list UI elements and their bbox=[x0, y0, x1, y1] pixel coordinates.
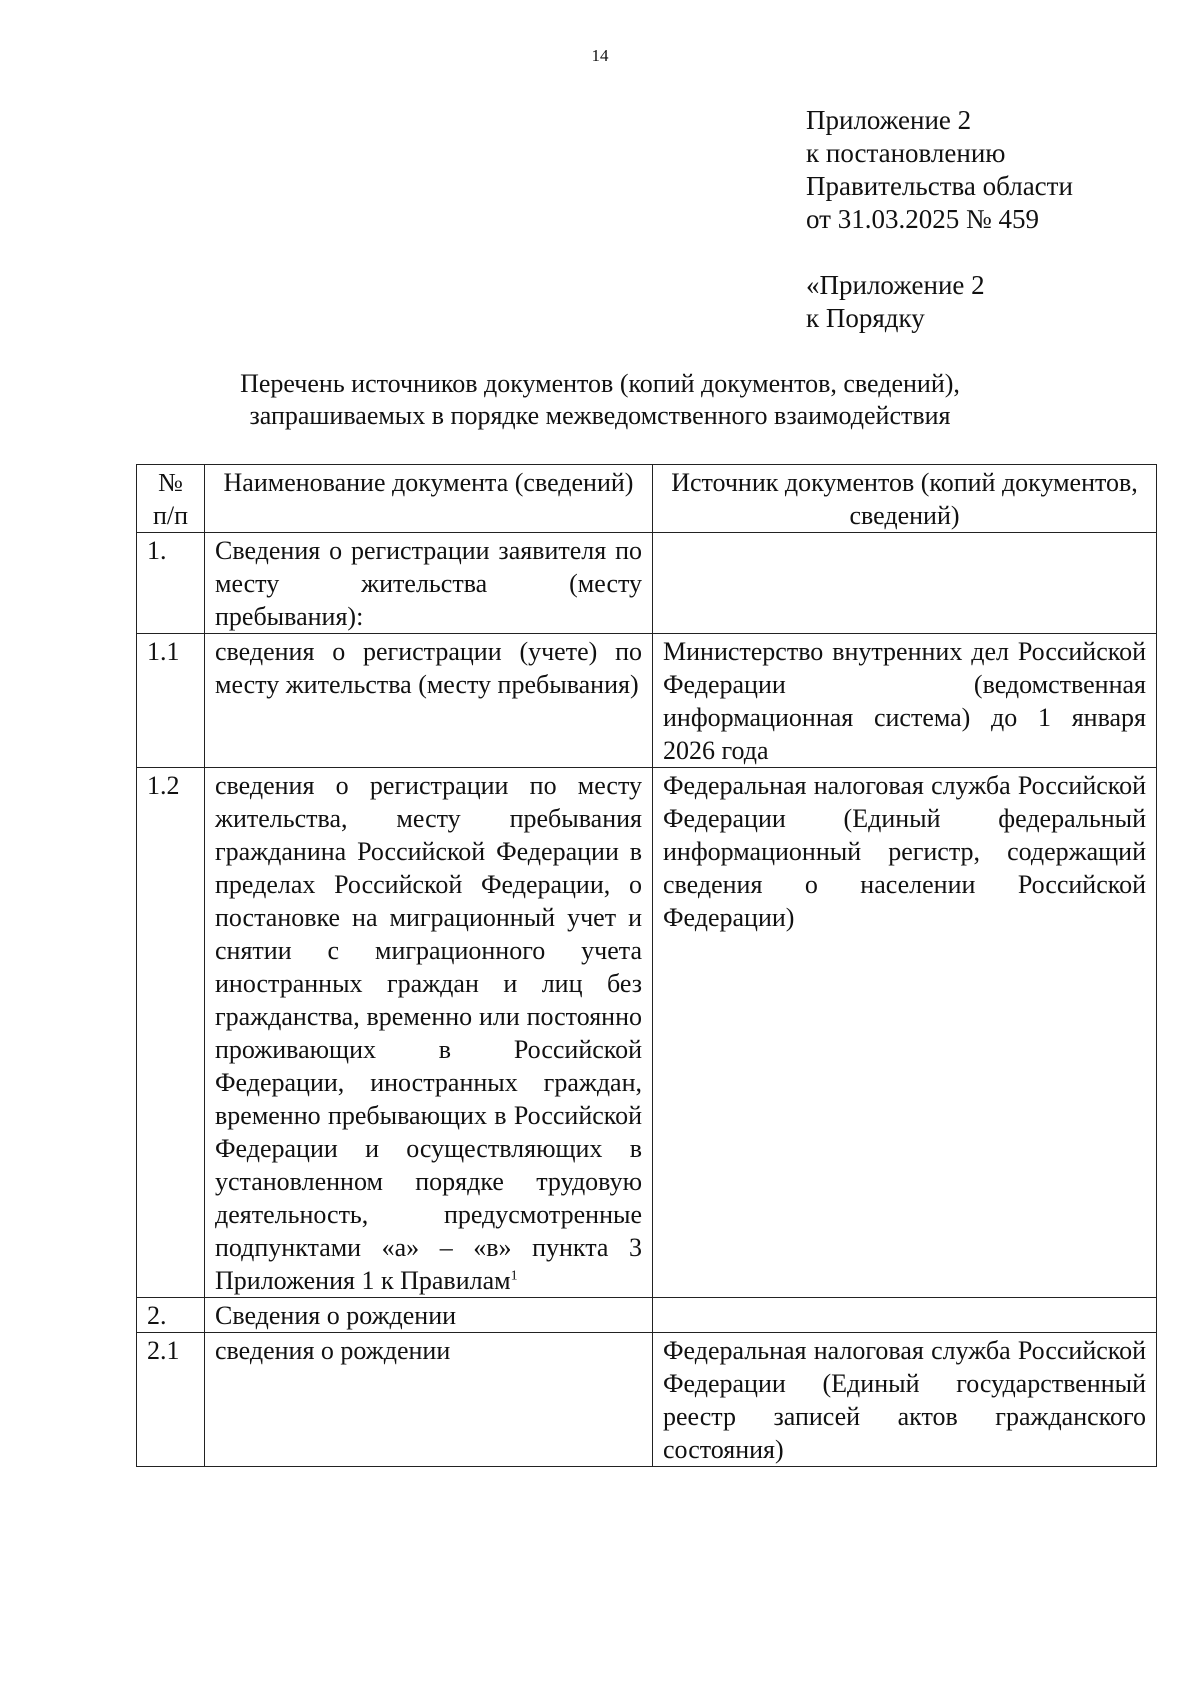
table-row bbox=[137, 1298, 1157, 1333]
title-line-1: Перечень источников документов (копий документов, сведений), bbox=[240, 369, 960, 398]
table-row bbox=[137, 533, 1157, 634]
table-row bbox=[137, 768, 1157, 1298]
row-num: 2. bbox=[137, 1298, 205, 1333]
header-line: к Порядку bbox=[806, 303, 925, 333]
row-name: Сведения о рождении bbox=[205, 1298, 653, 1333]
table-header-row bbox=[137, 465, 1157, 533]
page-number: 14 bbox=[591, 46, 609, 65]
table-row bbox=[137, 1333, 1157, 1467]
header-name: Наименование документа (сведений) bbox=[205, 465, 653, 533]
appendix-header bbox=[806, 104, 1073, 335]
header-line: Приложение 2 bbox=[806, 105, 972, 135]
row-name-text: сведения о регистрации по месту жительства, месту пребывания гражданина Российской Федерации в пределах Российской Федерации, о постановке на миграционный учет и снятии с миграционного учета иностранных граждан и лиц без гражданства, временно или постоянно проживающих в Российской Федерации, иностранных граждан, временно пребывающих в Российской Федерации и осуществляющих в установленном порядке трудовую деятельность, предусмотренные подпунктами «а» – «в» пункта 3 Приложения 1 к Правилам bbox=[215, 771, 642, 1295]
footnote-marker: 1 bbox=[510, 1268, 518, 1284]
row-source: Федеральная налоговая служба Российской Федерации (Единый государственный реестр записей актов гражданского состояния) bbox=[653, 1333, 1157, 1467]
header-num-line-2: п/п bbox=[152, 501, 189, 530]
header-num bbox=[137, 465, 205, 533]
header-gap bbox=[806, 236, 1073, 269]
title-line-2: запрашиваемых в порядке межведомственного взаимодействия bbox=[249, 401, 951, 430]
header-source: Источник документов (копий документов, сведений) bbox=[653, 465, 1157, 533]
header-line: к постановлению bbox=[806, 138, 1006, 168]
row-source bbox=[653, 533, 1157, 634]
row-name: сведения о рождении bbox=[205, 1333, 653, 1467]
header-line: Правительства области bbox=[806, 171, 1073, 201]
header-line: от 31.03.2025 № 459 bbox=[806, 204, 1039, 234]
row-name: Сведения о регистрации заявителя по месту жительства (месту пребывания): bbox=[205, 533, 653, 634]
row-source: Министерство внутренних дел Российской Федерации (ведомственная информационная система) до 1 января 2026 года bbox=[653, 634, 1157, 768]
row-name bbox=[205, 768, 653, 1298]
header-num-line-1: № bbox=[158, 468, 183, 497]
row-num: 1.2 bbox=[137, 768, 205, 1298]
row-name: сведения о регистрации (учете) по месту жительства (месту пребывания) bbox=[205, 634, 653, 768]
row-num: 1. bbox=[137, 533, 205, 634]
row-source bbox=[653, 1298, 1157, 1333]
sources-table bbox=[136, 464, 1157, 1467]
header-line: «Приложение 2 bbox=[806, 270, 985, 300]
row-num: 2.1 bbox=[137, 1333, 205, 1467]
table-row bbox=[137, 634, 1157, 768]
row-source: Федеральная налоговая служба Российской Федерации (Единый федеральный информационный регистр, содержащий сведения о населении Российской Федерации) bbox=[653, 768, 1157, 1298]
document-title bbox=[0, 368, 1200, 432]
row-num: 1.1 bbox=[137, 634, 205, 768]
